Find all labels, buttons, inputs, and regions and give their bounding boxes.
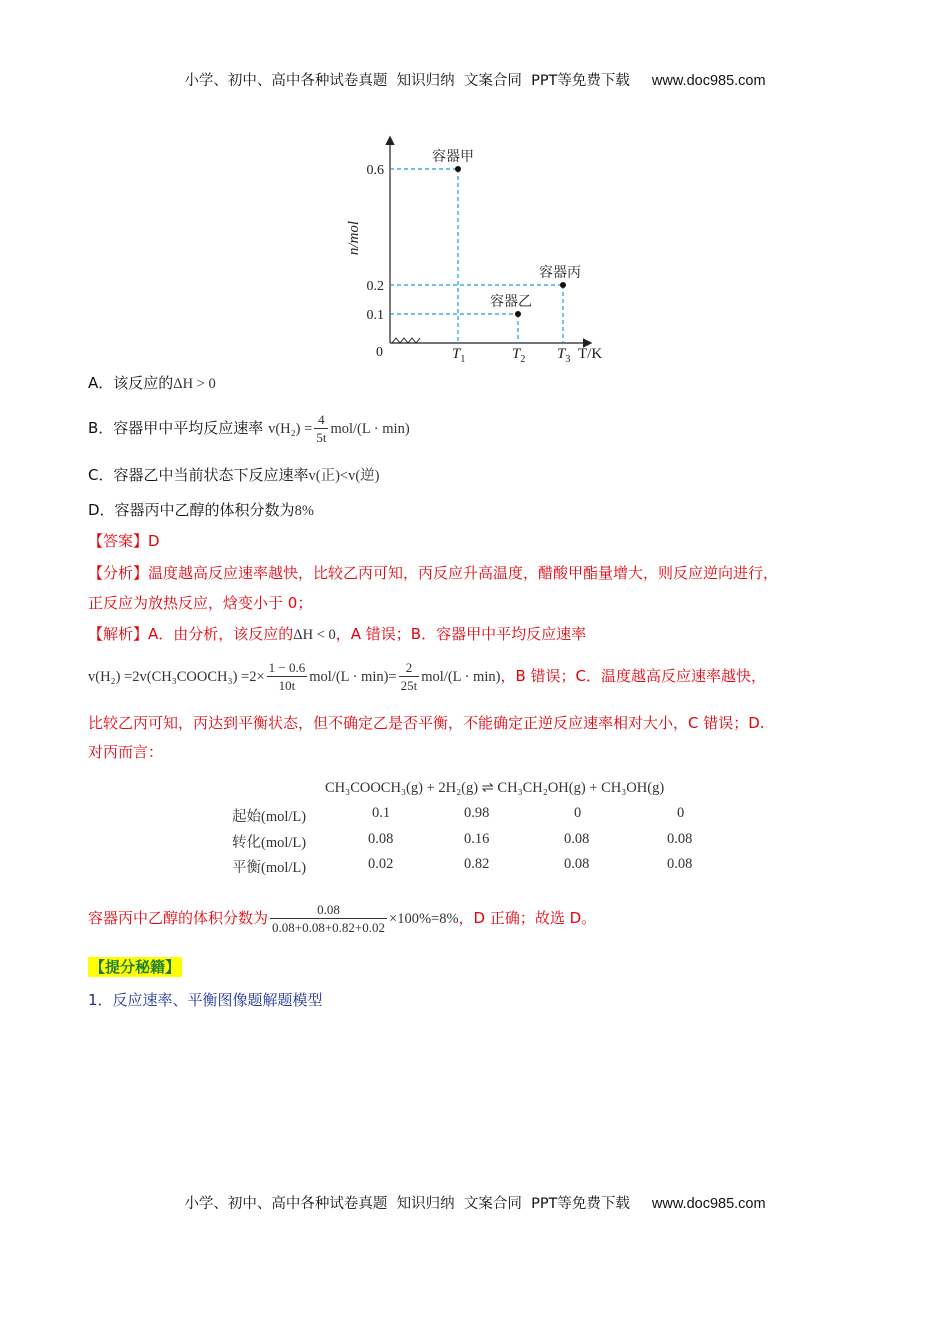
conclusion-fraction — [270, 901, 387, 936]
tips-heading — [88, 957, 182, 977]
row-3-val-3: 0.08 — [564, 856, 590, 872]
origin-label: 0 — [376, 345, 383, 360]
point-label: 容器甲 — [432, 150, 474, 165]
conclusion-pre: 容器丙中乙醇的体积分数为 — [88, 909, 269, 927]
conclusion-math: ×100%=8% — [389, 911, 459, 927]
row-1-val-1: 0.1 — [372, 805, 391, 821]
y-tick-label: 0.2 — [366, 279, 384, 294]
row-1-val-2: 0.98 — [464, 805, 490, 821]
solution-num-1: 1 − 0.6 — [268, 660, 306, 675]
solution-math-2a: v(H₂) =2v(CH₃COOCH₃) =2× — [88, 669, 265, 685]
tips-item-1 — [88, 990, 323, 1010]
footer-url[interactable]: www.doc985.com — [651, 1196, 766, 1212]
point-label: 容器丙 — [539, 266, 581, 281]
x-tick-label: $T_3$ — [557, 346, 571, 365]
option-d-math: 8% — [294, 503, 314, 519]
option-c-text: C．容器乙中当前状态下反应速率 — [88, 466, 309, 484]
analysis-text-2: 正反应为放热反应，焓变小于 0； — [88, 594, 313, 612]
row-3-val-4: 0.08 — [667, 856, 693, 872]
solution-den-2: 25t — [400, 678, 418, 693]
answer-value: D — [148, 532, 160, 550]
y-axis-label: n/mol — [346, 220, 362, 256]
solution-text-3: 比较乙丙可知，丙达到平衡状态，但不确定乙是否平衡，不能确定正逆反应速率相对大小，C 错误；D. — [88, 714, 765, 732]
tips-tag: 【提分秘籍】 — [90, 958, 181, 976]
solution-text-2: ，B 错误；C．温度越高反应速率越快， — [500, 667, 766, 685]
footer-text: 小学、初中、高中各种试卷真题 知识归纳 文案合同 PPT等免费下载 — [184, 1196, 630, 1212]
row-1-label: 起始(mol/L) — [232, 809, 307, 825]
x-tick-label: $T_2$ — [512, 346, 526, 365]
row-2-val-1: 0.08 — [368, 831, 394, 847]
row-2-label: 转化(mol/L) — [232, 835, 307, 851]
header-text: 小学、初中、高中各种试卷真题 知识归纳 文案合同 PPT等免费下载 — [184, 73, 630, 89]
row-2-val-4: 0.08 — [667, 831, 693, 847]
option-a-math: ΔH > 0 — [173, 376, 216, 392]
solution-num-2: 2 — [399, 659, 420, 677]
row-2-val-2: 0.16 — [464, 831, 490, 847]
solution-tag: 【解析】 — [88, 625, 149, 643]
row-1-val-4: 0 — [677, 805, 685, 821]
page-footer — [0, 1192, 950, 1213]
equation: CH₃COOCH₃(g) + 2H₂(g) ⇌ CH₃CH₂OH(g) + CH₃OH(g) — [325, 780, 665, 796]
analysis-text-1: 温度越高反应速率越快，比较乙丙可知，丙反应升高温度，醋酸甲酯量增大，则反应逆向进行， — [148, 564, 779, 582]
option-b-math-post: mol/(L · min) — [330, 421, 410, 437]
option-a-text: A．该反应的 — [88, 374, 174, 392]
option-b-math-pre: v(H₂) = — [268, 421, 313, 437]
conclusion-post: ，D 正确；故选 D。 — [458, 909, 597, 927]
solution-text-1a: A．由分析，该反应的 — [148, 625, 294, 643]
option-b-num: 4 — [314, 411, 328, 429]
y-tick-label: 0.1 — [366, 308, 384, 323]
y-tick-label: 0.6 — [366, 163, 384, 178]
option-d-text: D．容器丙中乙醇的体积分数为 — [88, 501, 295, 519]
conclusion-num: 0.08 — [270, 901, 387, 919]
conclusion-den: 0.08+0.08+0.82+0.02 — [272, 920, 386, 935]
solution-math-2c: mol/(L · min) — [421, 669, 501, 685]
row-2-val-3: 0.08 — [564, 831, 590, 847]
point-label: 容器乙 — [490, 295, 532, 310]
solution-math-1: ΔH < 0 — [293, 627, 336, 643]
row-1-val-3: 0 — [574, 805, 582, 821]
conclusion-line — [88, 896, 596, 941]
solution-text-1b: ，A 错误；B．容器甲中平均反应速率 — [335, 625, 587, 643]
solution-math-2b: mol/(L · min)= — [309, 669, 397, 685]
option-b-text: B．容器甲中平均反应速率 — [88, 419, 264, 437]
header-url[interactable]: www.doc985.com — [651, 73, 766, 89]
option-b-den: 5t — [316, 430, 327, 445]
option-c-math: v(正)<v(逆) — [308, 468, 380, 484]
row-3-label: 平衡(mol/L) — [232, 860, 307, 876]
solution-text-4: 对丙而言： — [88, 743, 164, 761]
row-3-val-2: 0.82 — [464, 856, 490, 872]
x-tick-label: $T_1$ — [452, 346, 466, 365]
answer-tag: 【答案】 — [88, 532, 149, 550]
analysis-tag: 【分析】 — [88, 564, 149, 582]
solution-den-1: 10t — [278, 678, 296, 693]
row-3-val-1: 0.02 — [368, 856, 394, 872]
tips-item-1-text: 1．反应速率、平衡图像题解题模型 — [88, 991, 323, 1009]
x-axis-label: T/K — [578, 346, 603, 362]
